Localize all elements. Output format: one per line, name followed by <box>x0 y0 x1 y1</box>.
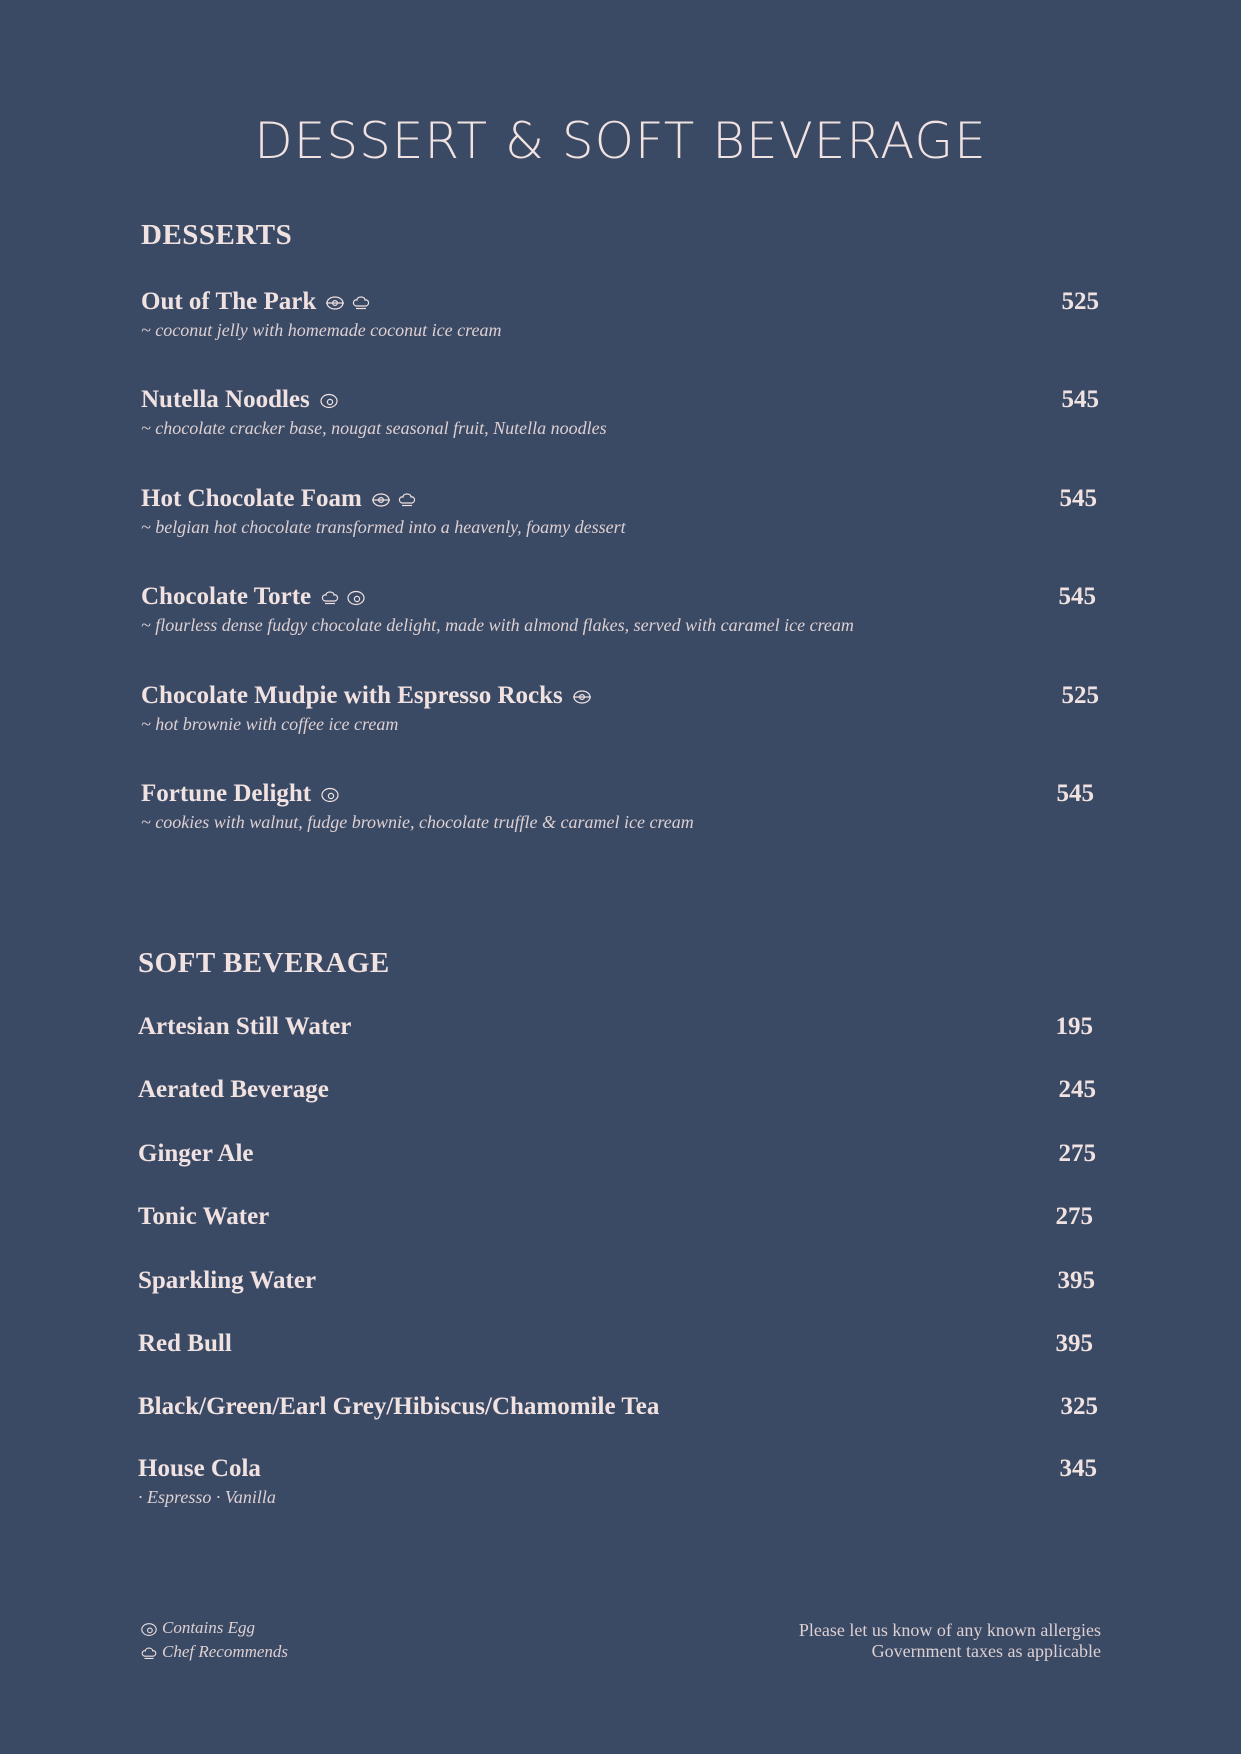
beverage-item-name-text: House Cola <box>138 1455 261 1482</box>
dessert-item-name <box>141 780 340 808</box>
beverage-item-price: 275 <box>1055 1203 1093 1230</box>
beverage-item <box>0 1267 1241 1327</box>
taxes-note: Government taxes as applicable <box>871 1641 1101 1661</box>
allergies-note: Please let us know of any known allergies <box>798 1620 1101 1640</box>
dessert-item-description: ~ coconut jelly with homemade coconut ice cream <box>141 320 502 340</box>
dessert-item <box>0 386 1241 446</box>
dessert-item <box>0 780 1241 840</box>
legend-chef <box>140 1640 288 1664</box>
beverage-item-name <box>138 1203 269 1231</box>
egg-icon <box>319 393 339 409</box>
beverage-item-price: 325 <box>1060 1393 1098 1420</box>
beverage-item-name <box>138 1330 232 1358</box>
dessert-item-description: ~ chocolate cracker base, nougat seasonal fruit, Nutella noodles <box>141 418 607 438</box>
no-egg-icon <box>325 295 345 311</box>
beverage-item-price: 195 <box>1055 1013 1093 1040</box>
soft-beverage-heading: SOFT BEVERAGE <box>138 947 390 979</box>
beverage-item-name-text: Black/Green/Earl Grey/Hibiscus/Chamomile Tea <box>138 1393 660 1420</box>
dessert-item <box>0 583 1241 643</box>
beverage-item-name <box>138 1455 261 1483</box>
beverage-item-name-text: Artesian Still Water <box>138 1013 352 1040</box>
beverage-item <box>0 1330 1241 1390</box>
beverage-item <box>0 1076 1241 1136</box>
egg-icon <box>140 1622 158 1637</box>
beverage-item <box>0 1393 1241 1453</box>
beverage-item-name-text: Ginger Ale <box>138 1140 254 1167</box>
beverage-item-name <box>138 1393 659 1421</box>
legend-egg-label: Contains Egg <box>162 1618 256 1637</box>
dessert-item-name-text: Chocolate Torte <box>141 583 312 610</box>
dessert-item-name-text: Chocolate Mudpie with Espresso Rocks <box>141 682 563 709</box>
dessert-item-name-text: Out of The Park <box>141 288 317 315</box>
page-title: DESSERT & SOFT BEVERAGE <box>254 112 987 170</box>
beverage-item-name <box>138 1013 351 1041</box>
beverage-item-price: 395 <box>1055 1330 1093 1357</box>
icon-legend <box>140 1616 288 1664</box>
beverage-item-description: · Espresso · Vanilla <box>138 1487 276 1507</box>
dessert-item-name <box>141 682 592 710</box>
beverage-item-price: 395 <box>1057 1267 1095 1294</box>
no-egg-icon <box>572 689 592 705</box>
beverage-item <box>0 1203 1241 1263</box>
no-egg-icon <box>371 492 391 508</box>
dessert-item-description: ~ hot brownie with coffee ice cream <box>141 714 399 734</box>
dessert-item-name-text: Hot Chocolate Foam <box>141 485 362 512</box>
chef-hat-icon <box>397 492 417 508</box>
beverage-item-name-text: Tonic Water <box>138 1203 270 1230</box>
dessert-item <box>0 288 1241 348</box>
dessert-item <box>0 485 1241 545</box>
dessert-item-price: 545 <box>1061 386 1099 413</box>
dessert-item-description: ~ cookies with walnut, fudge brownie, chocolate truffle & caramel ice cream <box>141 812 694 832</box>
dessert-item-name-text: Nutella Noodles <box>141 386 310 413</box>
dessert-item-name-text: Fortune Delight <box>141 780 312 807</box>
dessert-item-description: ~ flourless dense fudgy chocolate delight, made with almond flakes, served with caramel ice cream <box>141 615 854 635</box>
dessert-item-price: 545 <box>1058 583 1096 610</box>
beverage-item-name-text: Red Bull <box>138 1330 232 1357</box>
beverage-item-name-text: Sparkling Water <box>138 1267 317 1294</box>
chef-hat-icon <box>320 590 340 606</box>
beverage-item-name <box>138 1267 316 1295</box>
beverage-item-price: 245 <box>1058 1076 1096 1103</box>
dessert-item-name <box>141 386 339 414</box>
desserts-heading: DESSERTS <box>141 219 293 251</box>
dessert-item <box>0 682 1241 742</box>
legend-chef-label: Chef Recommends <box>162 1642 289 1661</box>
chef-hat-icon <box>351 295 371 311</box>
legend-egg <box>140 1616 288 1640</box>
beverage-item-price: 275 <box>1058 1140 1096 1167</box>
dessert-item-name <box>141 583 366 611</box>
chef-hat-icon <box>140 1646 158 1661</box>
beverage-item-price: 345 <box>1059 1455 1097 1482</box>
dessert-item-name <box>141 288 371 316</box>
beverage-item-name <box>138 1140 254 1168</box>
dessert-item-price: 525 <box>1061 288 1099 315</box>
dessert-item-price: 545 <box>1056 780 1094 807</box>
beverage-item <box>0 1013 1241 1073</box>
beverage-item <box>0 1140 1241 1200</box>
beverage-item <box>0 1455 1241 1515</box>
dessert-item-description: ~ belgian hot chocolate transformed into a heavenly, foamy dessert <box>141 517 626 537</box>
dessert-item-name <box>141 485 417 513</box>
beverage-item-name <box>138 1076 329 1104</box>
dessert-item-price: 525 <box>1061 682 1099 709</box>
footer-notes <box>799 1620 1101 1662</box>
egg-icon <box>346 590 366 606</box>
dessert-item-price: 545 <box>1059 485 1097 512</box>
beverage-item-name-text: Aerated Beverage <box>138 1076 329 1103</box>
egg-icon <box>320 787 340 803</box>
